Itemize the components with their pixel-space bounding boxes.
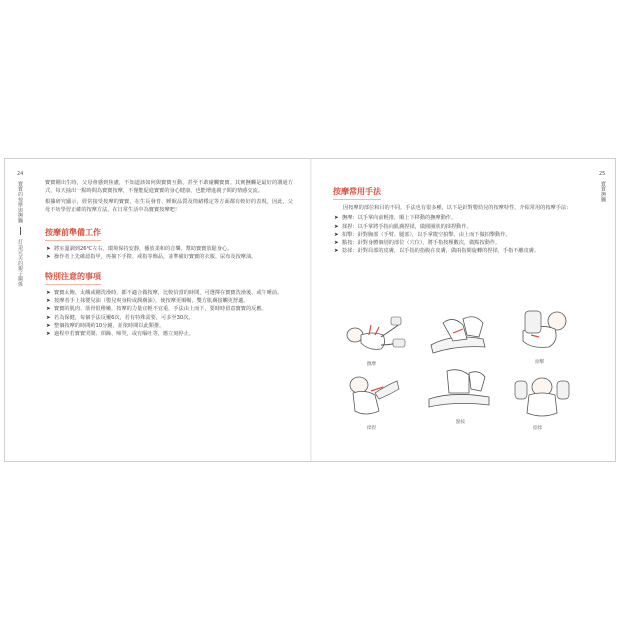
illustration-caption: 揉捏 xyxy=(367,426,376,431)
arrow-bullet-icon: ➤ xyxy=(46,314,51,321)
intro-paragraph-2: 根據研究顯示，經常接受按摩的寶寶，在生長發育、睡眠品質及情緒穩定等方面都有較好的表現。因此，父母不妨學習正確的按摩方法，在日常生活中為寶寶按摩吧！ xyxy=(45,198,293,214)
book-gutter xyxy=(310,159,312,461)
arrow-bullet-icon: ➤ xyxy=(46,253,51,260)
left-running-title: 寶寶的按摩與撫觸 xyxy=(17,181,23,224)
baby-massage-illustration xyxy=(335,367,409,421)
baby-chest-massage-drawing xyxy=(505,367,579,421)
arrow-bullet-icon: ➤ xyxy=(334,223,339,230)
book-spread xyxy=(4,158,616,462)
list-item: ➤ 捻揉：針對局部的皮膚，以手指的指腹在皮膚，做兩指間旋轉的捏揉，手指不離皮膚。 xyxy=(334,248,540,255)
right-running-header xyxy=(600,181,606,202)
arrow-bullet-icon: ➤ xyxy=(46,245,51,252)
list-item: ➤ 按摩者手上抹嬰兒油（嬰兒爽身粉或潤膚油），使按摩更順暢，雙方肌膚接觸更舒適。 xyxy=(46,298,249,305)
baby-back-massage-drawing xyxy=(505,301,579,355)
right-running-title: 寶寶撫觸 xyxy=(600,181,606,203)
list-item: ➤ 操作者上先確認指甲，再摘下手錶、戒指等飾品，並準備好寶寶的衣服、尿布及按摩油。 xyxy=(46,253,257,260)
right-page-content xyxy=(333,179,583,255)
arrow-bullet-icon: ➤ xyxy=(46,298,51,305)
techniques-intro: 因按摩的部位和目的不同，手法也有很多種，以下是針對嬰幼兒的按摩特性，介紹常用的按摩手法： xyxy=(343,205,572,211)
right-page-number: 25 xyxy=(599,171,606,177)
baby-arm-massage-drawing xyxy=(335,367,409,421)
arrow-bullet-icon: ➤ xyxy=(46,331,51,338)
illustration-caption: 撫摩 xyxy=(367,362,376,367)
hands-on-leg-drawing xyxy=(423,361,497,415)
arrow-bullet-icon: ➤ xyxy=(334,248,339,255)
list-item: ➤ 整個按摩的時間約10分鐘，並依時間以此類推。 xyxy=(46,322,165,329)
techniques-list xyxy=(333,214,583,255)
list-item: ➤ 點按：針對身體個別的部位（穴位），將手指按壓數次，做點按動作。 xyxy=(334,240,501,247)
baby-legs-massage-drawing xyxy=(335,305,409,359)
baby-massage-illustration xyxy=(335,305,409,359)
list-item: ➤ 揉捏：以手掌將手指向肌膚捏揉，做圓圈狀的揉捏動作。 xyxy=(334,223,472,230)
arrow-bullet-icon: ➤ xyxy=(46,290,51,297)
arrow-bullet-icon: ➤ xyxy=(334,240,339,247)
arrow-bullet-icon: ➤ xyxy=(334,231,339,238)
left-running-header xyxy=(17,181,23,287)
prep-heading: 按摩前準備工作 xyxy=(45,227,101,241)
arrow-bullet-icon: ➤ xyxy=(334,215,339,222)
illustration-caption: 拍擊 xyxy=(535,360,544,365)
list-item: ➤ 寶寶太飽、太餓或剛洗澡時，都不適合做按摩，比較恰當的時間，可選擇在寶寶洗澡後、或午睡前。 xyxy=(46,290,283,297)
baby-massage-illustration xyxy=(423,361,497,415)
left-page-number: 24 xyxy=(17,171,24,177)
baby-massage-illustration xyxy=(505,301,579,355)
left-running-subtitle: 打造完美的親子關係 xyxy=(17,239,23,287)
notice-heading: 特別注意的事項 xyxy=(45,271,101,285)
left-page-content xyxy=(45,179,293,338)
intro-paragraph-1: 寶寶剛出生時，父母會感到焦慮，不知道該如何與寶寶互動，甚至不敢碰觸寶寶。其實撫觸是最好的溝通方式，每天抽出一點時間為寶寶按摩，不僅能促進寶寶的身心健康，也能增進親子間的情感交流。 xyxy=(45,180,293,195)
list-item: ➤ 撫摩：以手掌向前輕推，順上下移動的撫摩動作。 xyxy=(334,215,457,222)
prep-list xyxy=(45,245,293,261)
hands-pressing-arm-drawing xyxy=(423,305,497,359)
list-item: ➤ 將室溫調到26℃左右，環境保持安靜，播放柔和的音樂，幫助寶寶放鬆身心。 xyxy=(46,245,233,252)
illustration-caption: 點按 xyxy=(456,420,465,425)
massage-techniques-heading: 按摩常用手法 xyxy=(333,186,381,200)
list-item: ➤ 拍擊：針對胸部（手臂、腿部），以手掌微空拍擊，由上而下做拍擊動作。 xyxy=(334,231,511,238)
arrow-bullet-icon: ➤ xyxy=(46,322,51,329)
notice-list xyxy=(45,289,293,338)
list-item: ➤ 寶寶的肌肉、筋骨很稚嫩，按摩的力量宜輕不宜重，手法由上而下，要時時留意寶寶的反應。 xyxy=(46,306,267,313)
list-item: ➤ 若為保健，每個手法反覆6次，若有特殊需要，可多至30次。 xyxy=(46,314,194,321)
arrow-bullet-icon: ➤ xyxy=(46,306,51,313)
running-header-separator xyxy=(20,227,21,235)
baby-massage-illustration xyxy=(505,367,579,421)
baby-massage-illustration xyxy=(423,305,497,359)
illustration-caption: 捻揉 xyxy=(533,426,542,431)
list-item: ➤ 過程中若寶寶哭鬧、煩躁、啼哭，或有嘔吐等，應立刻停止。 xyxy=(46,331,195,338)
